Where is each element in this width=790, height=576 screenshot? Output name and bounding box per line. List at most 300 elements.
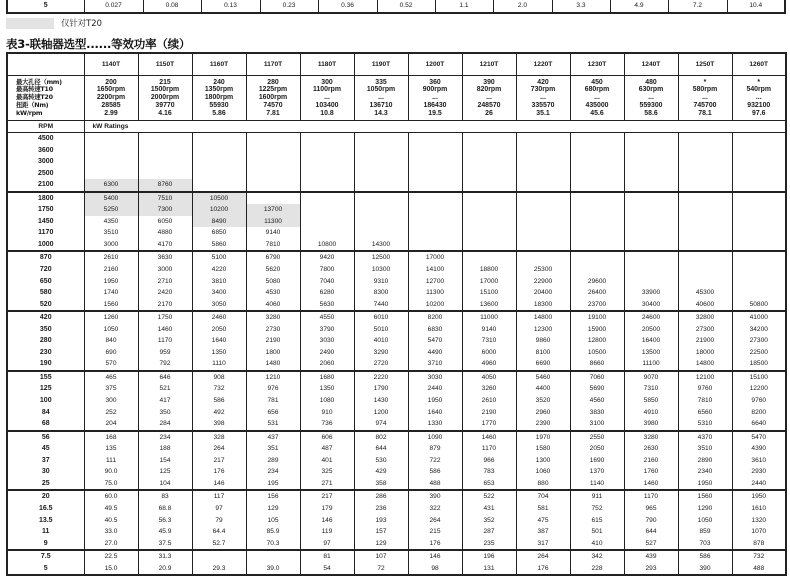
kw-rating-value: 23700	[587, 300, 607, 308]
kw-rating-value: 107	[375, 553, 387, 561]
kw-rating-value: 135	[105, 445, 117, 453]
kw-rating-value: 40.5	[104, 516, 118, 524]
kw-rating-cell	[732, 192, 786, 252]
value-cell: 7.2	[668, 0, 727, 13]
kw-rating-cell	[246, 133, 300, 192]
kw-rating-cell	[246, 251, 300, 311]
spec-labels-cell	[7, 76, 84, 121]
kw-rating-cell	[462, 550, 516, 575]
kw-rating-value: 1790	[373, 385, 389, 393]
kw-rating-value: 527	[645, 539, 657, 547]
spec-value: 540rpm	[746, 86, 771, 94]
previous-table-fragment	[6, 0, 786, 14]
kw-rating-value	[463, 145, 516, 157]
kw-rating-value: 351	[267, 445, 279, 453]
kw-rating-cell	[678, 371, 732, 431]
kw-rating-cell	[732, 550, 786, 575]
rpm-cell	[7, 550, 84, 575]
rpm-value: 1450	[37, 217, 54, 225]
kw-rating-cell	[408, 550, 462, 575]
kw-rating-value: 45300	[695, 289, 715, 297]
kw-rating-value	[625, 227, 678, 239]
kw-rating-value: 501	[591, 528, 603, 536]
rpm-value: 3000	[37, 158, 54, 166]
kw-rating-value	[571, 156, 624, 168]
spec-value: 215	[159, 78, 171, 86]
kw-rating-value	[625, 133, 678, 145]
model-header-1160t: 1160T	[192, 53, 246, 76]
spec-row	[7, 76, 786, 121]
kw-rating-cell	[192, 311, 246, 371]
kw-rating-cell	[732, 490, 786, 550]
spec-value: 730rpm	[530, 86, 556, 94]
kw-rating-value	[193, 179, 246, 191]
kw-rating-value: 2440	[751, 479, 767, 487]
kw-rating-value	[355, 156, 408, 168]
kw-rating-value: 342	[591, 553, 603, 561]
kw-rating-value: 85.9	[266, 528, 280, 536]
kw-rating-value: 176	[213, 468, 225, 476]
kw-rating-value	[679, 204, 732, 216]
spec-value: ...	[594, 94, 600, 102]
kw-rating-value	[571, 145, 624, 157]
spec-value: 1600rpm	[258, 94, 288, 102]
kw-rating-value	[355, 204, 408, 216]
kw-rating-cell	[732, 251, 786, 311]
kw-rating-value	[139, 168, 192, 180]
kw-rating-cell	[624, 431, 678, 491]
kw-rating-value: 656	[267, 408, 279, 416]
kw-rating-value: 15100	[479, 289, 499, 297]
spec-value: 136710	[369, 101, 393, 109]
kw-rating-value: 25300	[533, 266, 553, 274]
kw-rating-value	[679, 227, 732, 239]
table-title: 表3-联轴器选型......等效功率（续）	[6, 37, 191, 51]
kw-rating-value	[517, 227, 570, 239]
kw-rating-value: 193	[375, 516, 387, 524]
kw-rating-value: 15900	[587, 325, 607, 333]
spec-value: 58.6	[644, 109, 658, 117]
kw-rating-value: 284	[159, 420, 171, 428]
kw-rating-cell	[138, 251, 192, 311]
kw-rating-value	[679, 239, 732, 251]
spec-value: 280	[267, 78, 279, 86]
kw-rating-value: 966	[483, 456, 495, 464]
rpm-value: 68	[41, 420, 50, 428]
rpm-group-row	[7, 490, 786, 550]
kw-rating-value: 644	[645, 528, 657, 536]
kw-rating-value: 959	[159, 348, 171, 356]
spec-value: 74570	[263, 101, 283, 109]
kw-rating-value: 911	[591, 493, 603, 501]
kw-rating-value	[625, 145, 678, 157]
kw-rating-value: 1460	[157, 325, 173, 333]
kw-rating-value: 30400	[641, 300, 661, 308]
kw-rating-value	[733, 264, 786, 276]
kw-rating-cell	[516, 550, 570, 575]
model-header-1200t: 1200T	[408, 53, 462, 76]
kw-rating-cell	[570, 490, 624, 550]
kw-rating-value	[463, 168, 516, 180]
kw-rating-value: 293	[645, 564, 657, 572]
rpm-value: 56	[41, 433, 50, 441]
kw-rating-cell	[246, 431, 300, 491]
kw-rating-value: 4400	[535, 385, 551, 393]
kw-rating-cell	[84, 490, 138, 550]
kw-rating-value: 14300	[371, 240, 391, 248]
kw-rating-value	[463, 179, 516, 191]
kw-rating-cell	[678, 133, 732, 192]
kw-rating-value: 1640	[427, 408, 443, 416]
kw-rating-value	[571, 227, 624, 239]
kw-rating-value	[463, 156, 516, 168]
kw-rating-cell	[678, 192, 732, 252]
kw-rating-value	[247, 551, 300, 563]
kw-rating-value: 264	[537, 553, 549, 561]
kw-rating-cell	[516, 311, 570, 371]
rpm-cell	[7, 133, 84, 192]
kw-rating-value: 3830	[589, 408, 605, 416]
spec-cell	[570, 76, 624, 121]
kw-rating-value: 521	[159, 385, 171, 393]
kw-rating-value: 70.3	[266, 539, 280, 547]
kw-rating-value: 879	[429, 445, 441, 453]
kw-rating-cell	[678, 490, 732, 550]
kw-rating-value: 154	[159, 456, 171, 464]
kw-rating-value: 27300	[695, 325, 715, 333]
kw-rating-value: 129	[267, 504, 279, 512]
spec-value: 2.99	[104, 109, 118, 117]
kw-rating-value: 90.0	[104, 468, 118, 476]
legend	[6, 17, 102, 29]
kw-rating-value: 17000	[425, 254, 445, 262]
kw-rating-value	[517, 179, 570, 191]
kw-rating-cell	[516, 251, 570, 311]
rpm-cell	[7, 371, 84, 431]
kw-rating-value: 1950	[751, 493, 767, 501]
rpm-value: 650	[39, 277, 52, 285]
kw-rating-value	[193, 168, 246, 180]
kw-rating-value: 1080	[319, 397, 335, 405]
kw-rating-value: 235	[483, 539, 495, 547]
spec-value: 1500rpm	[150, 86, 180, 94]
kw-rating-value: 5310	[697, 420, 713, 428]
kw-rating-value: 105	[267, 516, 279, 524]
kw-rating-value	[517, 239, 570, 251]
kw-rating-cell	[246, 550, 300, 575]
kw-rating-value: 974	[375, 420, 387, 428]
kw-rating-value: 196	[483, 553, 495, 561]
kw-rating-value	[409, 156, 462, 168]
rpm-value: 1170	[38, 229, 54, 237]
kw-rating-value: 722	[429, 456, 441, 464]
kw-rating-value	[463, 216, 516, 228]
kw-rating-value: 488	[753, 564, 765, 572]
kw-rating-value: 5690	[589, 385, 605, 393]
kw-rating-cell	[138, 490, 192, 550]
kw-rating-value	[247, 145, 300, 157]
kw-rating-value	[463, 252, 516, 264]
kw-rating-value: 1370	[589, 468, 605, 476]
rpm-value: 280	[39, 337, 52, 345]
kw-rating-value: 732	[213, 385, 225, 393]
kw-rating-value	[571, 239, 624, 251]
kw-rating-value: 437	[267, 433, 279, 441]
spec-value: 2200rpm	[96, 94, 126, 102]
kw-rating-value: 9140	[265, 229, 281, 237]
kw-rating-value: 7810	[697, 397, 713, 405]
kw-rating-value: 13600	[479, 300, 499, 308]
kw-rating-value: 217	[321, 493, 333, 501]
kw-rating-cell	[732, 311, 786, 371]
kw-rating-value: 2220	[373, 373, 389, 381]
spec-value: 559300	[639, 101, 663, 109]
kw-rating-value	[301, 168, 354, 180]
kw-rating-value: 736	[321, 420, 333, 428]
spec-value: 480	[645, 78, 657, 86]
kw-rating-value: 9140	[481, 325, 497, 333]
kw-rating-value: 3790	[319, 325, 335, 333]
kw-rating-value	[733, 287, 786, 299]
rpm-group-row	[7, 251, 786, 311]
kw-rating-value: 45.9	[158, 528, 172, 536]
kw-rating-value	[733, 216, 786, 228]
kw-rating-value: 8300	[373, 289, 389, 297]
kw-rating-value	[193, 145, 246, 157]
kw-rating-value: 29.3	[212, 564, 226, 572]
kw-rating-value: 2610	[481, 397, 497, 405]
kw-rating-value: 2550	[589, 433, 605, 441]
kw-rating-value	[517, 168, 570, 180]
kw-rating-cell	[84, 550, 138, 575]
kw-rating-value: 236	[375, 504, 387, 512]
kw-rating-value: 9420	[319, 254, 335, 262]
kw-rating-value: 9070	[643, 373, 659, 381]
rpm-value: 230	[39, 348, 52, 356]
kw-rating-cell	[516, 133, 570, 192]
kw-rating-value: 19100	[587, 314, 607, 322]
kw-rating-cell	[462, 133, 516, 192]
value-cell: 10.4	[727, 0, 785, 13]
kw-rating-value: 32800	[695, 314, 715, 322]
kw-rating-cell	[516, 490, 570, 550]
kw-rating-value: 1610	[751, 504, 767, 512]
kw-rating-value	[247, 179, 300, 191]
kw-rating-value: 1740	[103, 289, 119, 297]
kw-rating-cell	[570, 550, 624, 575]
kw-rating-cell	[408, 192, 462, 252]
kw-rating-value: 5010	[373, 325, 389, 333]
spec-value: 240	[213, 78, 225, 86]
kw-rating-value	[679, 264, 732, 276]
kw-rating-value: 465	[105, 373, 117, 381]
kw-rating-value	[571, 133, 624, 145]
kw-rating-value: 570	[105, 360, 117, 368]
spec-value: 186430	[423, 101, 447, 109]
units-row	[7, 121, 786, 133]
kw-rating-value: 5470	[751, 433, 767, 441]
spec-value: 580rpm	[692, 86, 718, 94]
kw-rating-value: 6850	[211, 229, 227, 237]
kw-rating-value: 1560	[697, 493, 713, 501]
kw-rating-value	[355, 193, 408, 205]
kw-rating-cell	[192, 490, 246, 550]
kw-rating-value: 8660	[589, 360, 605, 368]
kw-rating-value: 3710	[427, 360, 443, 368]
kw-rating-value	[571, 216, 624, 228]
kw-rating-cell	[354, 550, 408, 575]
kw-rating-value: 1800	[265, 348, 281, 356]
kw-rating-cell	[570, 133, 624, 192]
rpm-value: 11	[42, 528, 50, 536]
kw-rating-value: 2190	[481, 408, 497, 416]
kw-rating-value	[625, 204, 678, 216]
value-cell: 3.3	[552, 0, 610, 13]
kw-rating-cell	[192, 251, 246, 311]
rpm-value: 125	[39, 385, 52, 393]
kw-rating-value	[247, 156, 300, 168]
kw-rating-value: 9760	[697, 385, 713, 393]
rpm-value: 2100	[37, 181, 54, 189]
kw-rating-value: 64.4	[212, 528, 226, 536]
spec-value: ...	[702, 94, 708, 102]
spec-value: ...	[540, 94, 546, 102]
kw-rating-value: 1970	[535, 433, 551, 441]
kw-rating-value: 2050	[589, 445, 605, 453]
kw-rating-value: 606	[321, 433, 333, 441]
kw-rating-value: 11100	[642, 360, 660, 368]
kw-rating-value: 8100	[535, 348, 551, 356]
spec-value: 35.1	[536, 109, 550, 117]
kw-rating-value: 1350	[211, 348, 227, 356]
kw-rating-value: 3630	[157, 254, 173, 262]
kw-rating-value: 15100	[749, 373, 768, 381]
kw-rating-value: 2160	[103, 266, 119, 274]
kw-rating-value	[85, 145, 138, 157]
kw-rating-value: 217	[213, 456, 225, 464]
kw-rating-value: 54	[323, 564, 331, 572]
kw-rating-value: 976	[267, 385, 279, 393]
kw-rating-value: 3520	[535, 397, 551, 405]
kw-rating-cell	[732, 431, 786, 491]
kw-rating-value: 704	[537, 493, 549, 501]
kw-rating-cell	[300, 431, 354, 491]
kw-rating-value: 3610	[751, 456, 767, 464]
kw-rating-value	[355, 179, 408, 191]
kw-rating-value: 4490	[427, 348, 443, 356]
model-header-1220t: 1220T	[516, 53, 570, 76]
kw-rating-value: 168	[105, 433, 117, 441]
spec-value: 1100rpm	[313, 86, 341, 94]
kw-rating-cell	[300, 192, 354, 252]
kw-rating-value: 1330	[427, 420, 443, 428]
kw-rating-value	[733, 168, 786, 180]
kw-rating-value: 81	[323, 553, 331, 561]
kw-rating-value	[517, 145, 570, 157]
kw-rating-value: 1300	[535, 456, 551, 464]
kw-rating-value: 586	[429, 468, 441, 476]
kw-rating-value: 488	[429, 479, 441, 487]
rpm-value: 350	[39, 325, 52, 333]
value-cell: 0.13	[201, 0, 260, 13]
kw-rating-value: 431	[483, 504, 495, 512]
kw-rating-cell	[84, 431, 138, 491]
kw-rating-cell	[300, 251, 354, 311]
spec-label: 最高转速T20	[16, 93, 53, 102]
kw-rating-value: 1140	[589, 479, 605, 487]
kw-rating-value	[139, 145, 192, 157]
rpm-value: 100	[39, 397, 52, 405]
rpm-value: 5	[43, 564, 48, 572]
kw-rating-value	[301, 156, 354, 168]
kw-rating-value: 859	[699, 528, 711, 536]
kw-rating-value: 5250	[85, 204, 138, 216]
kw-rating-value: 18500	[749, 360, 768, 368]
kw-rating-value	[571, 193, 624, 205]
kw-rating-value: 390	[699, 564, 711, 572]
rpm-cell	[7, 311, 84, 371]
spec-value: 78.1	[698, 109, 712, 117]
kw-rating-value: 439	[645, 553, 657, 561]
kw-rating-cell	[84, 133, 138, 192]
kw-rating-value: 6280	[319, 289, 335, 297]
spec-value: 335570	[531, 101, 555, 109]
kw-rating-value: 3050	[211, 300, 227, 308]
kw-rating-value: 195	[267, 479, 279, 487]
kw-rating-value: 4530	[265, 289, 281, 297]
spec-value: *	[757, 78, 761, 86]
kw-rating-value: 3280	[643, 433, 659, 441]
kw-rating-value: 910	[321, 408, 333, 416]
kw-rating-value: 8200	[427, 314, 443, 322]
kw-rating-value	[733, 193, 786, 205]
spec-value: 360	[429, 78, 441, 86]
kw-rating-value: 4170	[157, 240, 173, 248]
kw-rating-value	[355, 227, 408, 239]
kw-rating-cell	[462, 490, 516, 550]
kw-rating-value: 322	[429, 504, 441, 512]
kw-rating-cell	[192, 371, 246, 431]
rpm-value: 2500	[37, 169, 54, 177]
kw-rating-value: 3280	[265, 314, 281, 322]
kw-rating-value: 17000	[479, 277, 499, 285]
kw-rating-cell	[300, 371, 354, 431]
kw-rating-value: 1950	[103, 277, 119, 285]
kw-rating-value: 1170	[643, 493, 659, 501]
kw-rating-value: 8200	[751, 408, 767, 416]
kw-rating-value: 21900	[695, 337, 715, 345]
kw-rating-cell	[84, 371, 138, 431]
kw-rating-value	[139, 156, 192, 168]
kw-rating-value: 3510	[103, 229, 119, 237]
kw-rating-value: 1690	[589, 456, 605, 464]
kw-rating-value: 1210	[265, 373, 281, 381]
kw-rating-value: 10800	[317, 240, 337, 248]
kw-rating-value: 98	[431, 564, 439, 572]
kw-rating-value: 1050	[697, 516, 713, 524]
kw-rating-value: 3510	[697, 445, 713, 453]
kw-rating-value: 6690	[535, 360, 551, 368]
kw-rating-value: 5470	[427, 337, 443, 345]
kw-rating-value	[625, 168, 678, 180]
kw-rating-value: 880	[537, 479, 549, 487]
model-header-1170t: 1170T	[246, 53, 300, 76]
kw-rating-value: 7060	[589, 373, 605, 381]
kw-rating-cell	[570, 251, 624, 311]
kw-rating-value	[409, 168, 462, 180]
kw-rating-value	[409, 216, 462, 228]
t20-highlight-swatch	[6, 18, 54, 29]
